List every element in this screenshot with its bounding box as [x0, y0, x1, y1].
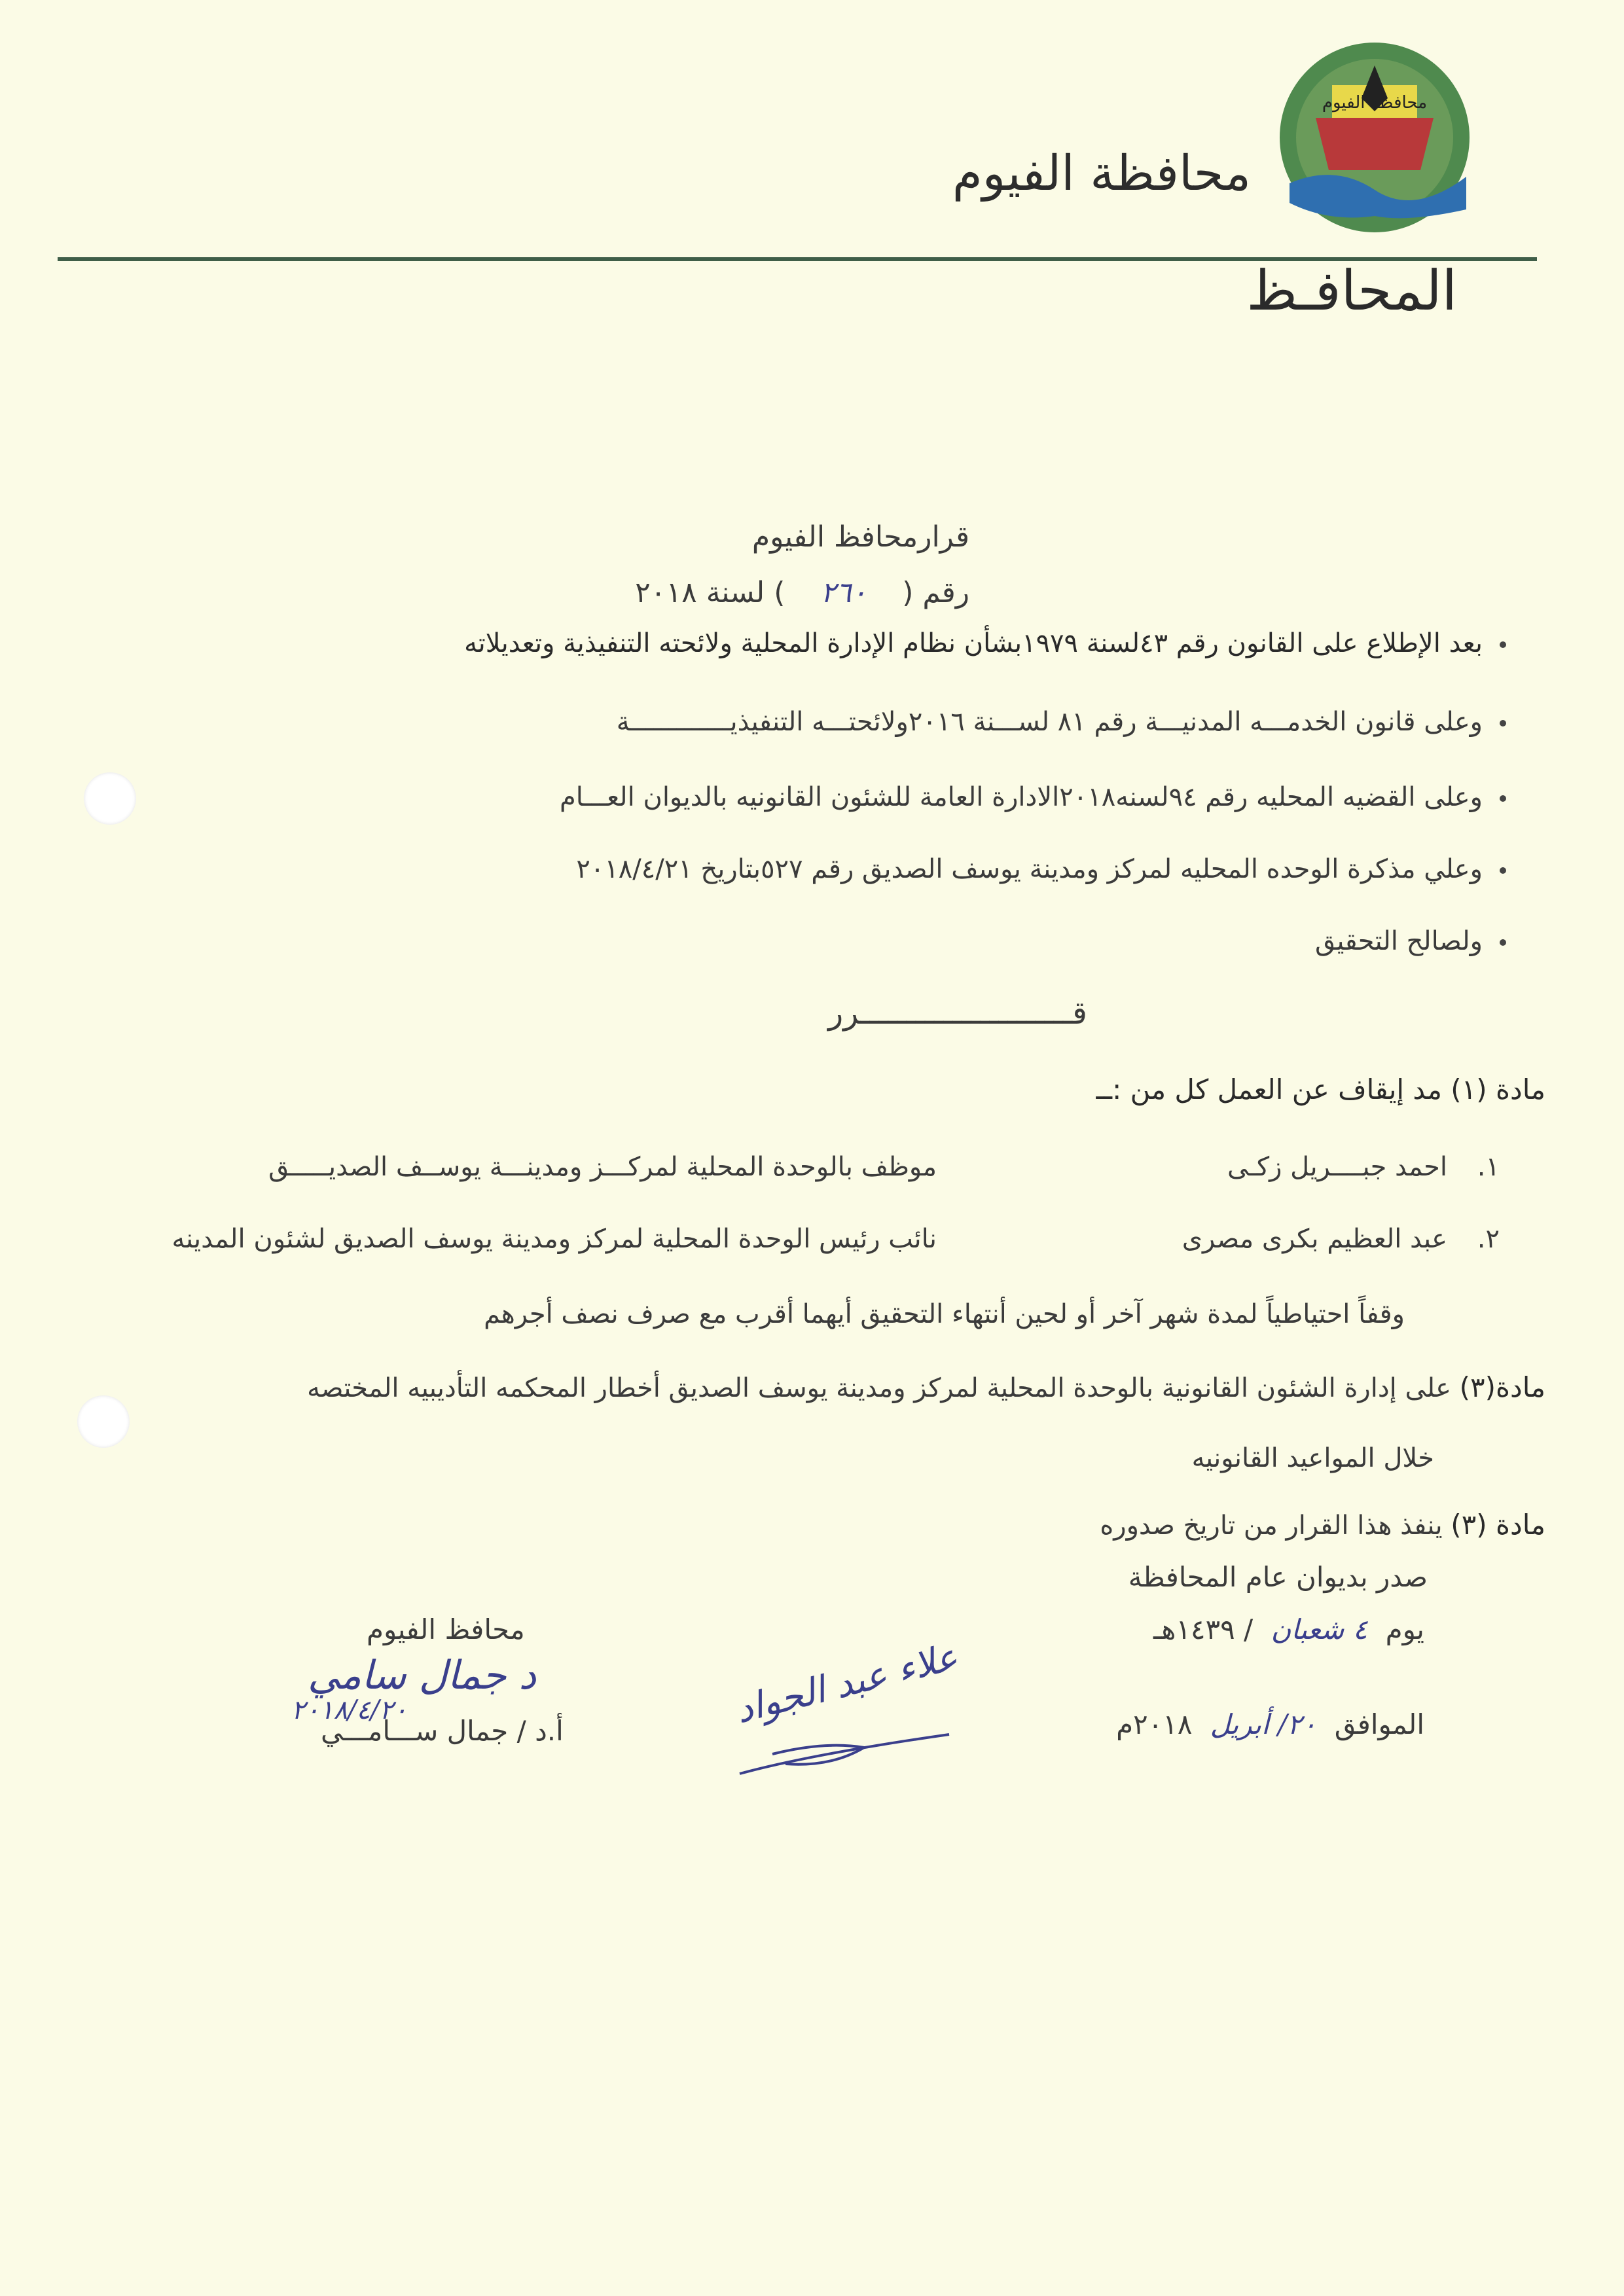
bullet-icon [1500, 720, 1506, 726]
governor-office-title: المحافـظ [1246, 259, 1457, 323]
bullet-icon [1500, 795, 1506, 802]
preamble-item: وعلى القضيه المحليه رقم ٩٤لسنه٢٠١٨الادارة العامة للشئون القانونيه بالديوان العـــام [560, 782, 1506, 812]
bullet-icon [1500, 641, 1506, 648]
person-number: ١. [1477, 1152, 1500, 1182]
article-2-text-cont: خلال المواعيد القانونيه [1191, 1443, 1434, 1473]
governor-handwritten-date: ٢٠١٨/٤/٢٠ [291, 1695, 408, 1725]
emblem-text: محافظة الفيوم [1322, 93, 1428, 113]
governorate-emblem [1276, 39, 1473, 236]
preamble-item: وعلى قانون الخدمـــه المدنيـــة رقم ٨١ لســـنة ٢٠١٦ولائحتـــه التنفيذيـــــــــــــة [617, 707, 1506, 737]
person-number: ٢. [1477, 1224, 1500, 1254]
person-role: نائب رئيس الوحدة المحلية لمركز ومدينة يوسف الصديق لشئون المدينه [171, 1224, 937, 1254]
punch-hole-bottom [77, 1395, 130, 1448]
hijri-year: / ١٤٣٩هـ [1153, 1613, 1254, 1645]
article-2-text: على إدارة الشئون القانونية بالوحدة المحلية لمركز ومدينة يوسف الصديق أخطار المحكمه التأديبيه المختصه [307, 1373, 1451, 1403]
gregorian-date-handwritten: ٢٠/ أبريل [1210, 1708, 1317, 1740]
governor-handwritten-signature: د جمال سامي [308, 1653, 537, 1698]
article-3 [1100, 1509, 1545, 1541]
governorate-title: محافظة الفيوم [952, 145, 1251, 202]
decree-year-label: ) لسنة ٢٠١٨ [635, 576, 785, 609]
hijri-day-label: يوم [1385, 1613, 1424, 1645]
decree-title: قرارمحافظ الفيوم [751, 520, 969, 554]
preamble-item: وعلي مذكرة الوحده المحليه لمركز ومدينة يوسف الصديق رقم ٥٢٧بتاريخ ٢٠١٨/٤/٢١ [576, 854, 1506, 884]
article-2-heading: مادة(٣) [1459, 1371, 1545, 1403]
punch-hole-top [84, 772, 136, 825]
article-2 [307, 1371, 1545, 1403]
signature-title: محافظ الفيوم [367, 1613, 525, 1645]
hijri-date-line [1153, 1613, 1424, 1645]
decided-heading: قـــــــــــــــــــــــرر [827, 995, 1087, 1031]
gregorian-date-line [1116, 1708, 1424, 1740]
article-1-heading: مادة (١) مد إيقاف عن العمل كل من :ــ [1096, 1073, 1545, 1105]
issued-place: صدر بديوان عام المحافظة [1128, 1561, 1428, 1593]
suspension-note: وقفاً احتياطياً لمدة شهر آخر أو لحين أنتهاء التحقيق أيهما أقرب مع صرف نصف أجرهم [484, 1299, 1405, 1329]
person-name: عبد العظيم بكرى مصرى [1182, 1224, 1447, 1254]
person-name: احمد جبــــريل زكـى [1227, 1152, 1447, 1182]
preamble-item: بعد الإطلاع على القانون رقم ٤٣لسنة ١٩٧٩بشأن نظام الإدارة المحلية ولائحته التنفيذية وتعديلاته [464, 628, 1506, 658]
middle-signature-name: علاء عبد الجواد [731, 1636, 962, 1732]
person-role: موظف بالوحدة المحلية لمركـــز ومدينـــة يوســف الصديـــــق [268, 1152, 937, 1182]
decree-number-handwritten: ٢٦٠ [820, 576, 867, 609]
bullet-icon [1500, 867, 1506, 874]
decree-number-line [635, 576, 969, 609]
article-3-text: ينفذ هذا القرار من تاريخ صدوره [1100, 1511, 1443, 1541]
article-3-heading: مادة (٣) [1451, 1509, 1545, 1541]
hijri-date-handwritten: ٤ شعبان [1271, 1613, 1368, 1645]
middle-signature-scribble [733, 1695, 956, 1787]
bullet-icon [1500, 939, 1506, 946]
gregorian-label: الموافق [1334, 1708, 1424, 1740]
governor-name: أ.د / جمال ســـامـــي [321, 1715, 564, 1747]
decree-number-label: رقم ( [902, 576, 969, 609]
gregorian-year: ٢٠١٨م [1116, 1708, 1193, 1740]
preamble-item: ولصالح التحقيق [1315, 926, 1506, 956]
